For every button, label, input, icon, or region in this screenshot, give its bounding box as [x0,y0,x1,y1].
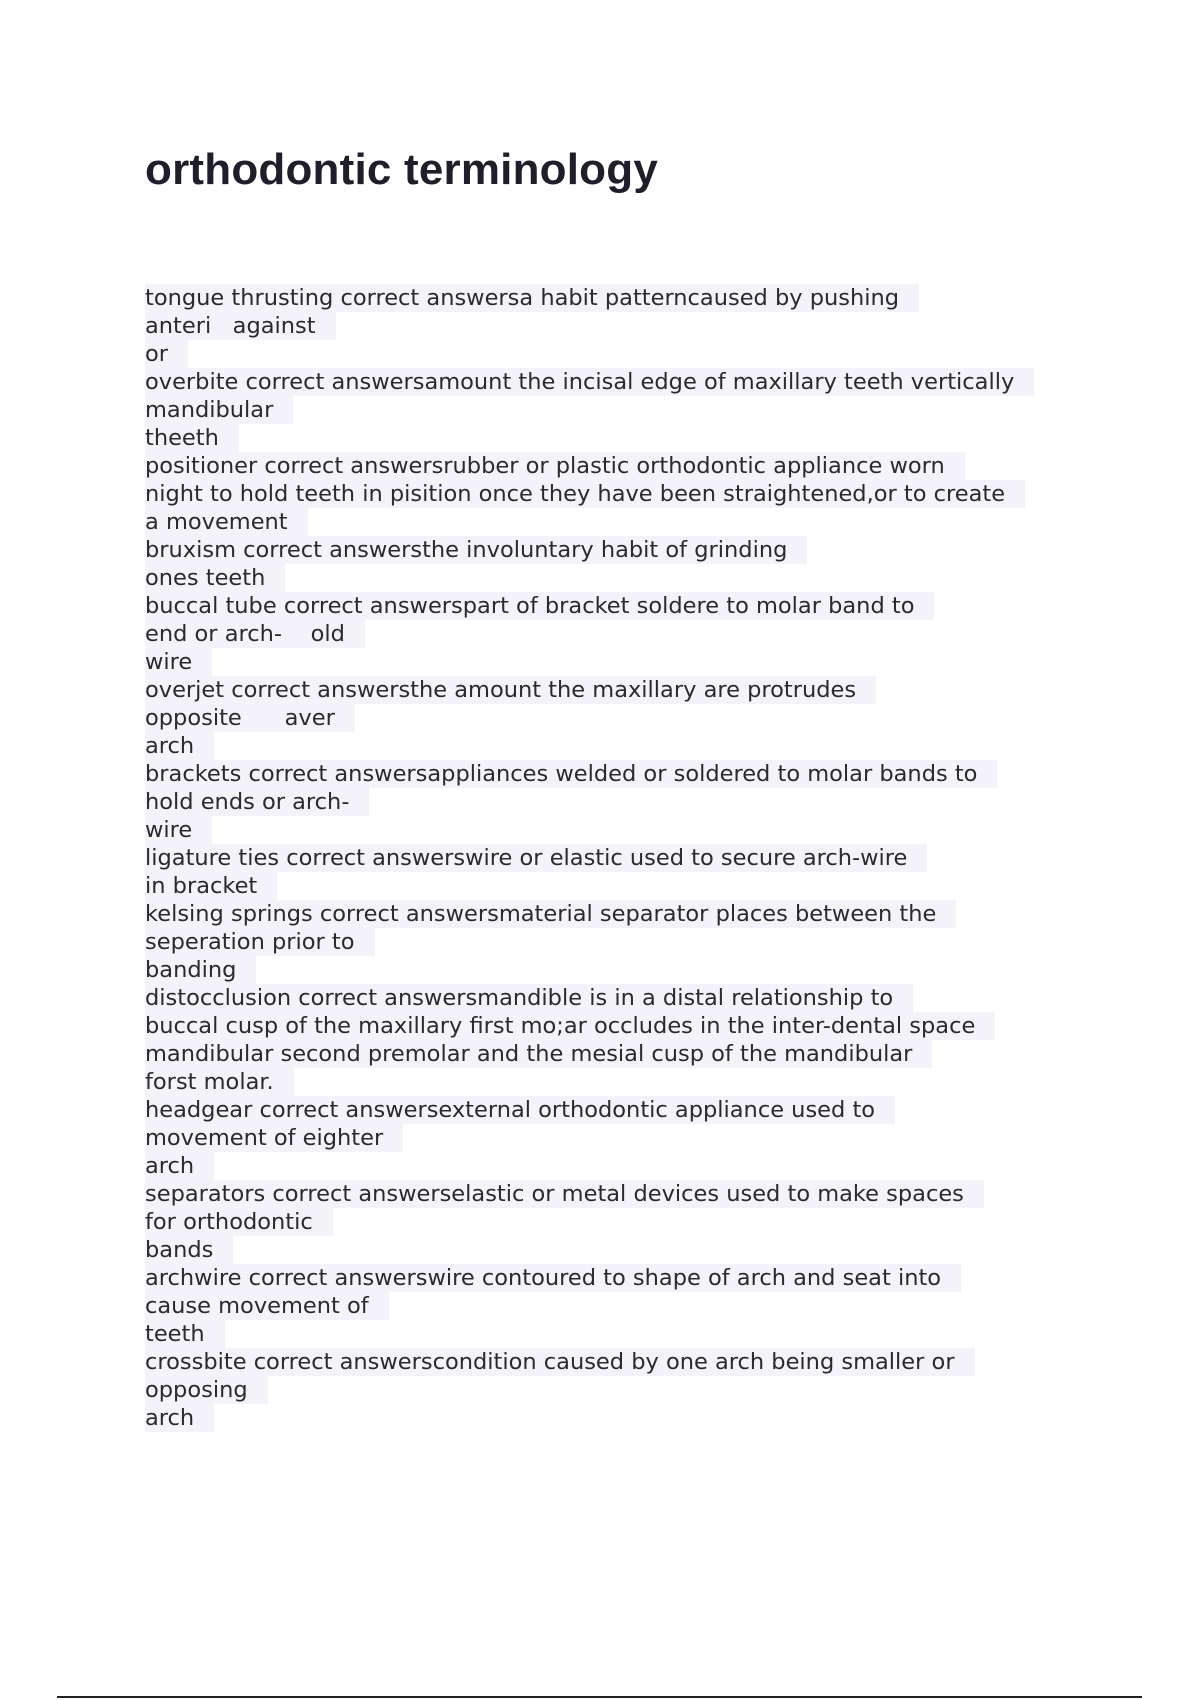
term-entry [145,984,1095,1096]
term-text: arch [145,1405,195,1431]
term-entry [145,760,1095,844]
term-entry [145,900,1095,984]
term-text: banding [145,957,237,983]
term-text: or [145,341,169,367]
term-text: movement of eighter [145,1125,384,1151]
term-line [145,368,1095,396]
term-text: kelsing springs correct answersmaterial separator places between the [145,901,937,927]
term-text: ligature ties correct answerswire or elastic used to secure arch-wire [145,845,908,871]
term-line [145,1152,1095,1180]
term-text: in bracket [145,873,258,899]
term-text: bands [145,1237,214,1263]
term-entry [145,1348,1095,1432]
term-entry [145,536,1095,592]
term-line [145,1180,1095,1208]
term-line [145,1012,1095,1040]
term-line [145,1376,1095,1404]
term-entry [145,1180,1095,1264]
term-line [145,620,1095,648]
term-line [145,1040,1095,1068]
term-line [145,1124,1095,1152]
term-line [145,284,1095,312]
term-line [145,928,1095,956]
term-text: overbite correct answersamount the incisal edge of maxillary teeth vertically [145,369,1015,395]
term-text: tongue thrusting correct answersa habit patterncaused by pushing [145,285,900,311]
footer-divider [57,1696,1142,1698]
term-line [145,844,1095,872]
term-text: overjet correct answersthe amount the maxillary are protrudes [145,677,857,703]
term-line [145,956,1095,984]
page-title: orthodontic terminology [145,145,659,194]
term-line [145,1096,1095,1124]
term-entry [145,676,1095,760]
term-line [145,816,1095,844]
term-line [145,396,1095,424]
term-line [145,1068,1095,1096]
term-entry [145,284,1095,368]
term-text: wire [145,649,193,675]
term-line [145,508,1095,536]
term-line [145,704,1095,732]
term-list [145,284,1095,1432]
term-text: bruxism correct answersthe involuntary habit of grinding [145,537,788,563]
term-text: end or arch- old [145,621,345,647]
term-line [145,1264,1095,1292]
term-text: theeth [145,425,219,451]
term-line [145,536,1095,564]
term-line [145,900,1095,928]
term-line [145,480,1095,508]
term-text: teeth [145,1321,205,1347]
term-entry [145,592,1095,676]
term-entry [145,452,1095,536]
term-line [145,676,1095,704]
term-text: opposite aver [145,705,335,731]
term-text: mandibular second premolar and the mesial cusp of the mandibular [145,1041,913,1067]
term-text: seperation prior to [145,929,355,955]
term-line [145,1404,1095,1432]
term-text: crossbite correct answerscondition caused by one arch being smaller or [145,1349,955,1375]
term-line [145,732,1095,760]
term-entry [145,1264,1095,1348]
term-line [145,1348,1095,1376]
term-line [145,872,1095,900]
term-text: ones teeth [145,565,266,591]
term-text: separators correct answerselastic or metal devices used to make spaces [145,1181,964,1207]
term-entry [145,1096,1095,1180]
term-text: arch [145,733,195,759]
term-text: wire [145,817,193,843]
term-text: arch [145,1153,195,1179]
term-line [145,984,1095,1012]
term-text: distocclusion correct answersmandible is in a distal relationship to [145,985,894,1011]
term-line [145,1236,1095,1264]
term-text: brackets correct answersappliances welded or soldered to molar bands to [145,761,978,787]
term-entry [145,844,1095,900]
term-line [145,1320,1095,1348]
term-line [145,452,1095,480]
term-text: a movement [145,509,288,535]
term-text: positioner correct answersrubber or plastic orthodontic appliance worn [145,453,945,479]
term-line [145,424,1095,452]
term-line [145,564,1095,592]
term-text: cause movement of [145,1293,369,1319]
term-line [145,592,1095,620]
term-text: for orthodontic [145,1209,313,1235]
term-line [145,340,1095,368]
term-text: night to hold teeth in pisition once they have been straightened,or to create [145,481,1006,507]
term-text: mandibular [145,397,274,423]
term-text: anteri against [145,313,316,339]
term-entry [145,368,1095,452]
term-line [145,648,1095,676]
term-text: buccal cusp of the maxillary first mo;ar occludes in the inter-dental space [145,1013,976,1039]
term-line [145,788,1095,816]
term-text: hold ends or arch- [145,789,350,815]
term-text: archwire correct answerswire contoured to shape of arch and seat into [145,1265,942,1291]
term-line [145,1208,1095,1236]
term-text: buccal tube correct answerspart of bracket soldere to molar band to [145,593,915,619]
term-text: opposing [145,1377,248,1403]
term-text: forst molar. [145,1069,274,1095]
term-line [145,760,1095,788]
term-line [145,312,1095,340]
term-line [145,1292,1095,1320]
term-text: headgear correct answersexternal orthodontic appliance used to [145,1097,876,1123]
